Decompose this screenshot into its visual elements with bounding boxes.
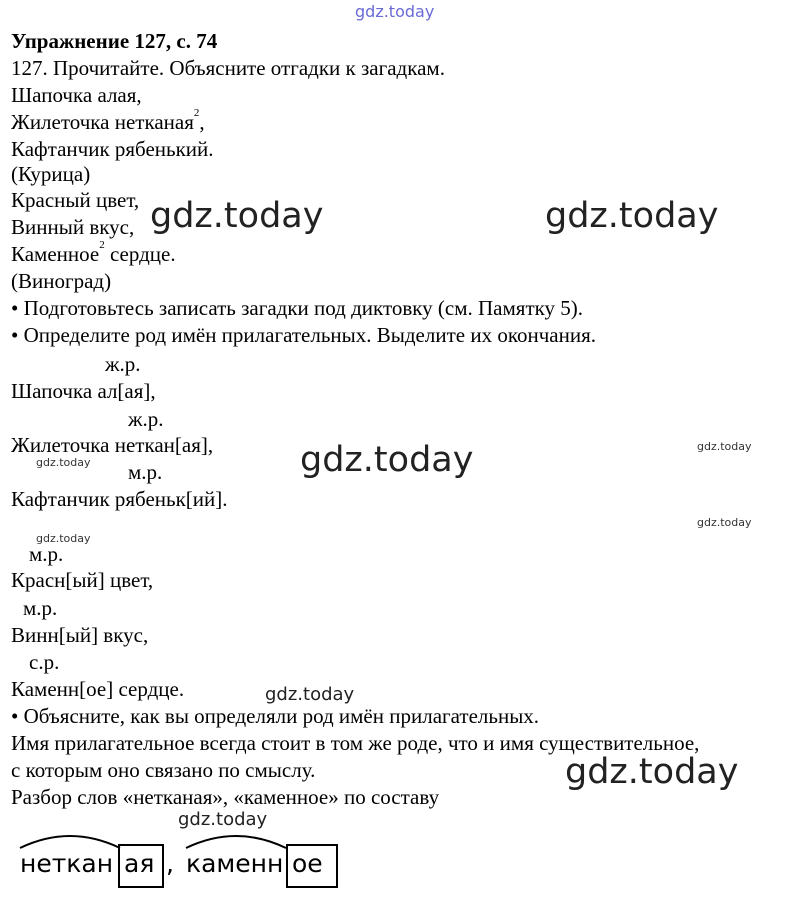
watermark-mid-1: gdz.today	[265, 684, 355, 705]
explanation-line1: Имя прилагательное всегда стоит в том же роде, что и имя существительное,	[11, 731, 700, 755]
riddle2-line3-end: сердце.	[104, 242, 176, 266]
explanation-line2: с которым оно связано по смыслу.	[11, 758, 316, 782]
page-title: Упражнение 127, с. 74	[11, 29, 218, 53]
bullet-explain: • Объясните, как вы определяли род имён прилагательных.	[11, 704, 540, 728]
bullet-dictation: • Подготовьтесь записать загадки под диктовку (см. Памятку 5).	[11, 296, 584, 320]
riddle1-line1: Шапочка алая,	[11, 83, 142, 107]
watermark-1: gdz.today	[150, 196, 324, 236]
task-text: 127. Прочитайте. Объясните отгадки к загадкам.	[11, 56, 445, 80]
gender-mark: с.р.	[29, 650, 60, 674]
morph-root-word1: неткан	[20, 849, 114, 878]
watermark-3: gdz.today	[300, 440, 474, 480]
footnote-mark: 2	[193, 107, 200, 119]
riddle1-line2-word: Жилеточка нетканая	[11, 110, 194, 134]
parse-heading: Разбор слов «нетканая», «каменное» по составу	[11, 785, 440, 809]
watermark-small-1: gdz.today	[36, 456, 91, 469]
riddle1-line2-end: ,	[199, 110, 205, 134]
riddle1-line2	[11, 107, 205, 134]
riddle2-line3-word: Каменное	[11, 242, 100, 266]
watermark-small-2: gdz.today	[697, 440, 752, 453]
bullet-gender: • Определите род имён прилагательных. Выделите их окончания.	[11, 323, 596, 347]
analysis-line: Шапочка ал[ая],	[11, 379, 156, 403]
analysis-line: Кафтанчик рябеньк[ий].	[11, 487, 228, 511]
riddle2-line1: Красный цвет,	[11, 188, 140, 212]
morph-ending-word1: ая	[124, 849, 155, 878]
morph-root-word2: каменн	[186, 849, 284, 878]
watermark-small-3: gdz.today	[697, 516, 752, 529]
gender-mark: м.р.	[29, 542, 64, 566]
watermark-top: gdz.today	[355, 2, 435, 21]
riddle2-line3	[11, 239, 176, 266]
watermark-mid-2: gdz.today	[178, 809, 268, 830]
watermark-small-4: gdz.today	[36, 532, 91, 545]
gender-mark: м.р.	[23, 596, 58, 620]
riddle2-line2: Винный вкус,	[11, 215, 135, 239]
analysis-line: Жилеточка неткан[ая],	[11, 433, 214, 457]
analysis-line: Каменн[ое] сердце.	[11, 677, 185, 701]
analysis-line: Красн[ый] цвет,	[11, 568, 154, 592]
watermark-2: gdz.today	[545, 196, 719, 236]
footnote-mark: 2	[99, 239, 105, 251]
analysis-line: Винн[ый] вкус,	[11, 623, 149, 647]
morph-ending-word2: ое	[292, 849, 323, 878]
root-arc-icon	[184, 826, 294, 850]
riddle1-answer: (Курица)	[11, 162, 91, 186]
gender-mark: ж.р.	[105, 352, 141, 376]
morph-comma: ,	[166, 849, 174, 878]
riddle1-line3: Кафтанчик рябенький.	[11, 137, 214, 161]
gender-mark: ж.р.	[128, 407, 164, 431]
gender-mark: м.р.	[128, 460, 163, 484]
watermark-4: gdz.today	[565, 752, 739, 792]
riddle2-answer: (Виноград)	[11, 269, 112, 293]
